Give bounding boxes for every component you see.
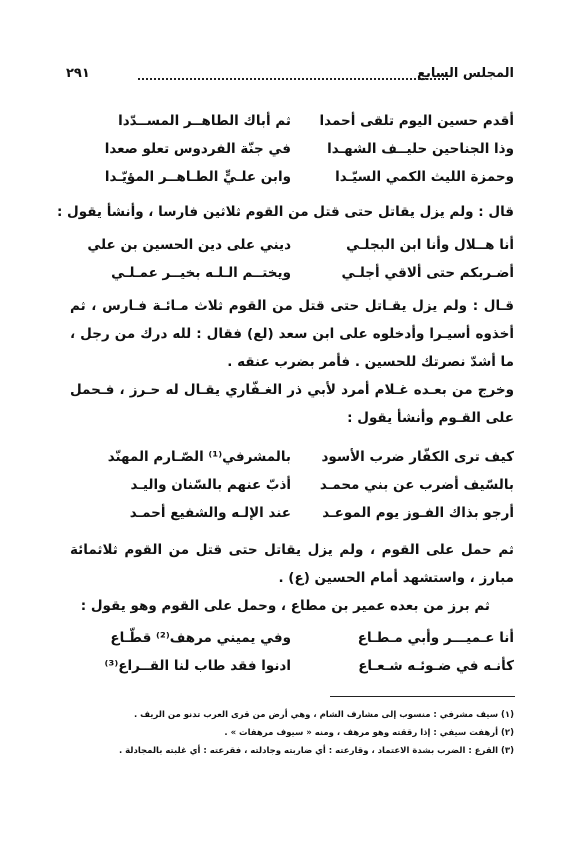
poem-verse [96, 477, 514, 499]
verse-first-hemistich: بالسّيف أضرب عن بني محمـد [319, 477, 514, 493]
footnote: (٢) أرهفت سيفي : إذا رققته وهو مرهف ، ومنه « سيوف مرهفات » . [224, 728, 514, 738]
page-number: ٢٩١ [66, 66, 90, 81]
narrative-paragraph: وخرج من بعـده غـلام أمرد لأبي ذر الغـفّاري يقـال له حـرز ، فـحمل على القـوم وأنشأ يقول : [70, 382, 514, 426]
poem-verse [96, 505, 514, 527]
verse-first-hemistich: أقدم حسين اليوم تلقى أحمدا [319, 113, 514, 129]
verse-first-hemistich: وذا الجناحين حليــف الشهـدا [327, 141, 514, 157]
verse-first-hemistich: أرجو بذاك الفـوز يوم الموعـد [322, 505, 514, 521]
footnote-separator [330, 696, 515, 697]
verse-second-hemistich: ادنوا فقد طاب لنا القــراع⁽³⁾ [104, 658, 291, 674]
verse-second-hemistich: ثم أباك الطاهــر المســدّدا [118, 113, 291, 129]
poem-verse [96, 449, 514, 471]
verse-first-hemistich: أنا عـميـــر وأبي مـطـاع [357, 630, 514, 646]
verse-second-hemistich: أذبّ عنهم بالسّنان واليـد [130, 477, 291, 493]
verse-second-hemistich: ديني على دين الحسين بن علي [87, 237, 291, 253]
verse-second-hemistich: ويختــم الـلـه بخيــر عمـلـي [111, 265, 291, 281]
narrative-paragraph: ثم حمل على القوم ، ولم يزل يقاتل حتى قتل من القوم ثلاثمائة مبارز ، واستشهد أمام الحسين (ع) . [70, 542, 514, 586]
verse-first-hemistich: أنا هــلال وأنا ابن البجلـي [346, 237, 514, 253]
narrative-line: قال : ولم يزل يقاتل حتى قتل من القوم ثلاثين فارسا ، وأنشأ يقول : [56, 204, 514, 220]
poem-verse [96, 169, 514, 191]
poem-verse [96, 113, 514, 135]
footnote: (١) سيف مشرفي : منسوب إلى مشارف الشام ، وهي أرض من قرى العرب تدنو من الريف . [133, 710, 514, 720]
verse-first-hemistich: وحمزة الليث الكمي السيّـدا [335, 169, 514, 185]
verse-second-hemistich: وفي يميني مرهف⁽²⁾ قطّـاع [110, 630, 291, 646]
header-dotted-leader [138, 78, 448, 80]
poem-verse [96, 141, 514, 163]
verse-first-hemistich: أضـربكم حتى ألاقي أجلـي [341, 265, 514, 281]
poem-verse [96, 658, 514, 680]
chapter-title: المجلس السابع [417, 66, 514, 81]
poem-verse [96, 630, 514, 652]
verse-first-hemistich: كأنـه في ضـوئـه شـعـاع [358, 658, 514, 674]
verse-first-hemistich: كيف ترى الكفّار ضرب الأسود [321, 449, 514, 465]
verse-second-hemistich: بالمشرفي⁽¹⁾ الصّـارم المهنّد [107, 449, 291, 465]
footnote: (٣) القرع : الضرب بشدة الاعتماد ، وقارعته : أي ضاربته وجادلته ، فقرعته : أي غلبته بالمجادلة . [118, 746, 514, 756]
verse-second-hemistich: عند الإلـه والشفيع أحمـد [129, 505, 291, 521]
page-header [66, 66, 514, 86]
verse-second-hemistich: وابن علـيٍّ الطـاهــر المؤيّـدا [104, 169, 291, 185]
narrative-paragraph: قـال : ولم يزل يقـاتل حتى قتل من القوم ثلاث مـائـة فـارس ، ثم أخذوه أسيـرا وأدخلوه على ابن سعد (لع) فقال : لله درك من رجل ، ما أشدّ نصرتك للحسين . فأمر بضرب عنقه . [70, 298, 514, 370]
verse-second-hemistich: في جنّة الفردوس تعلو صعدا [104, 141, 291, 157]
narrative-line: ثم برز من بعده عمير بن مطاع ، وحمل على القوم وهو يقول : [80, 598, 490, 614]
poem-verse [87, 237, 514, 259]
poem-verse [96, 265, 514, 287]
